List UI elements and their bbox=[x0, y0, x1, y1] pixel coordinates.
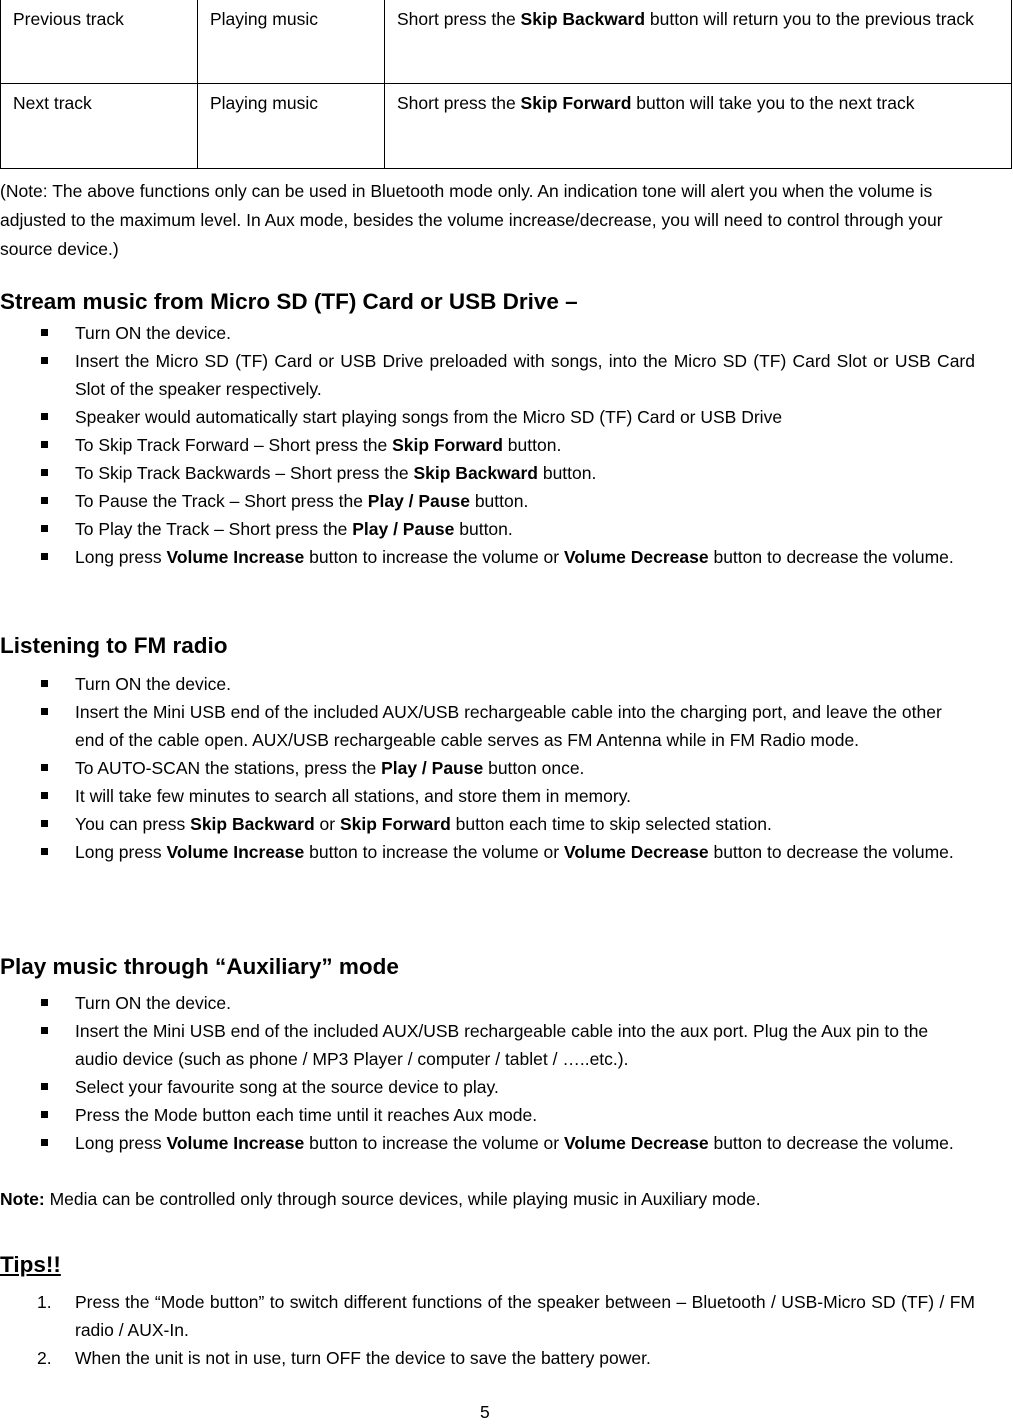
bullet-square-icon bbox=[41, 999, 48, 1006]
list-item: To Pause the Track – Short press the Play / Pause button. bbox=[0, 487, 975, 515]
tips-list bbox=[0, 1288, 975, 1372]
aux-heading: Play music through “Auxiliary” mode bbox=[0, 954, 399, 979]
fm-radio-steps bbox=[0, 670, 975, 866]
function-cell: Next track bbox=[1, 84, 198, 169]
aux-note: Note: Media can be controlled only through source devices, while playing music in Auxiliary mode. bbox=[0, 1189, 761, 1209]
bullet-square-icon bbox=[41, 553, 48, 560]
list-item: 2. When the unit is not in use, turn OFF the device to save the battery power. bbox=[37, 1348, 651, 1368]
controls-table bbox=[0, 0, 1012, 169]
list-item: It will take few minutes to search all stations, and store them in memory. bbox=[0, 782, 975, 810]
list-item: To Skip Track Forward – Short press the Skip Forward button. bbox=[0, 431, 975, 459]
bullet-square-icon bbox=[41, 525, 48, 532]
list-item: Long press Volume Increase button to increase the volume or Volume Decrease button to decrease the volume. bbox=[0, 1129, 975, 1157]
list-item: 1. Press the “Mode button” to switch different functions of the speaker between – Bluetooth / USB-Micro SD (TF) / FM radio / AUX-In. bbox=[37, 1292, 975, 1340]
bullet-square-icon bbox=[41, 820, 48, 827]
bullet-square-icon bbox=[41, 1083, 48, 1090]
sd-usb-heading: Stream music from Micro SD (TF) Card or USB Drive – bbox=[0, 289, 578, 314]
bullet-square-icon bbox=[41, 357, 48, 364]
bullet-square-icon bbox=[41, 469, 48, 476]
bullet-square-icon bbox=[41, 497, 48, 504]
list-item: Insert the Micro SD (TF) Card or USB Drive preloaded with songs, into the Micro SD (TF) Card Slot or USB Card Slot of the speaker respectively. bbox=[0, 347, 975, 403]
function-cell: Previous track bbox=[1, 0, 198, 84]
list-item: Turn ON the device. bbox=[0, 989, 975, 1017]
bullet-square-icon bbox=[41, 413, 48, 420]
bluetooth-note: (Note: The above functions only can be used in Bluetooth mode only. An indication tone will alert you when the volume is adjusted to the maximum level. In Aux mode, besides the volume increase/decrease, you will need to control through your source device.) bbox=[0, 181, 943, 259]
bullet-square-icon bbox=[41, 1027, 48, 1034]
bullet-square-icon bbox=[41, 764, 48, 771]
sd-usb-steps bbox=[0, 319, 975, 571]
bullet-square-icon bbox=[41, 1139, 48, 1146]
list-item: Select your favourite song at the source device to play. bbox=[0, 1073, 975, 1101]
fm-radio-heading: Listening to FM radio bbox=[0, 633, 228, 658]
table-row bbox=[1, 0, 1012, 84]
bullet-square-icon bbox=[41, 848, 48, 855]
bullet-square-icon bbox=[41, 680, 48, 687]
description-cell: Short press the Skip Backward button will return you to the previous track bbox=[385, 0, 1012, 84]
bullet-square-icon bbox=[41, 329, 48, 336]
list-item: Turn ON the device. bbox=[0, 319, 975, 347]
bullet-square-icon bbox=[41, 708, 48, 715]
list-item: To Skip Track Backwards – Short press the Skip Backward button. bbox=[0, 459, 975, 487]
list-item: To Play the Track – Short press the Play / Pause button. bbox=[0, 515, 975, 543]
page-number: 5 bbox=[480, 1402, 490, 1422]
mode-cell: Playing music bbox=[198, 0, 385, 84]
list-item: Long press Volume Increase button to increase the volume or Volume Decrease button to decrease the volume. bbox=[0, 543, 975, 571]
list-item: You can press Skip Backward or Skip Forward button each time to skip selected station. bbox=[0, 810, 975, 838]
list-item: Press the Mode button each time until it reaches Aux mode. bbox=[0, 1101, 975, 1129]
list-item: Insert the Mini USB end of the included AUX/USB rechargeable cable into the aux port. Plug the Aux pin to the audio device (such as phone / MP3 Player / computer / tablet / …..etc.). bbox=[0, 1017, 975, 1073]
tips-heading: Tips!! bbox=[0, 1252, 61, 1277]
description-cell: Short press the Skip Forward button will take you to the next track bbox=[385, 84, 1012, 169]
list-item: Long press Volume Increase button to increase the volume or Volume Decrease button to decrease the volume. bbox=[0, 838, 975, 866]
list-item: Insert the Mini USB end of the included AUX/USB rechargeable cable into the charging port, and leave the other end of the cable open. AUX/USB rechargeable cable serves as FM Antenna while in FM Radio mode. bbox=[0, 698, 975, 754]
list-item: To AUTO-SCAN the stations, press the Play / Pause button once. bbox=[0, 754, 975, 782]
list-item: Turn ON the device. bbox=[0, 670, 975, 698]
bullet-square-icon bbox=[41, 1111, 48, 1118]
bullet-square-icon bbox=[41, 792, 48, 799]
list-item: Speaker would automatically start playing songs from the Micro SD (TF) Card or USB Drive bbox=[0, 403, 975, 431]
mode-cell: Playing music bbox=[198, 84, 385, 169]
bullet-square-icon bbox=[41, 441, 48, 448]
table-row bbox=[1, 84, 1012, 169]
aux-steps bbox=[0, 989, 975, 1157]
